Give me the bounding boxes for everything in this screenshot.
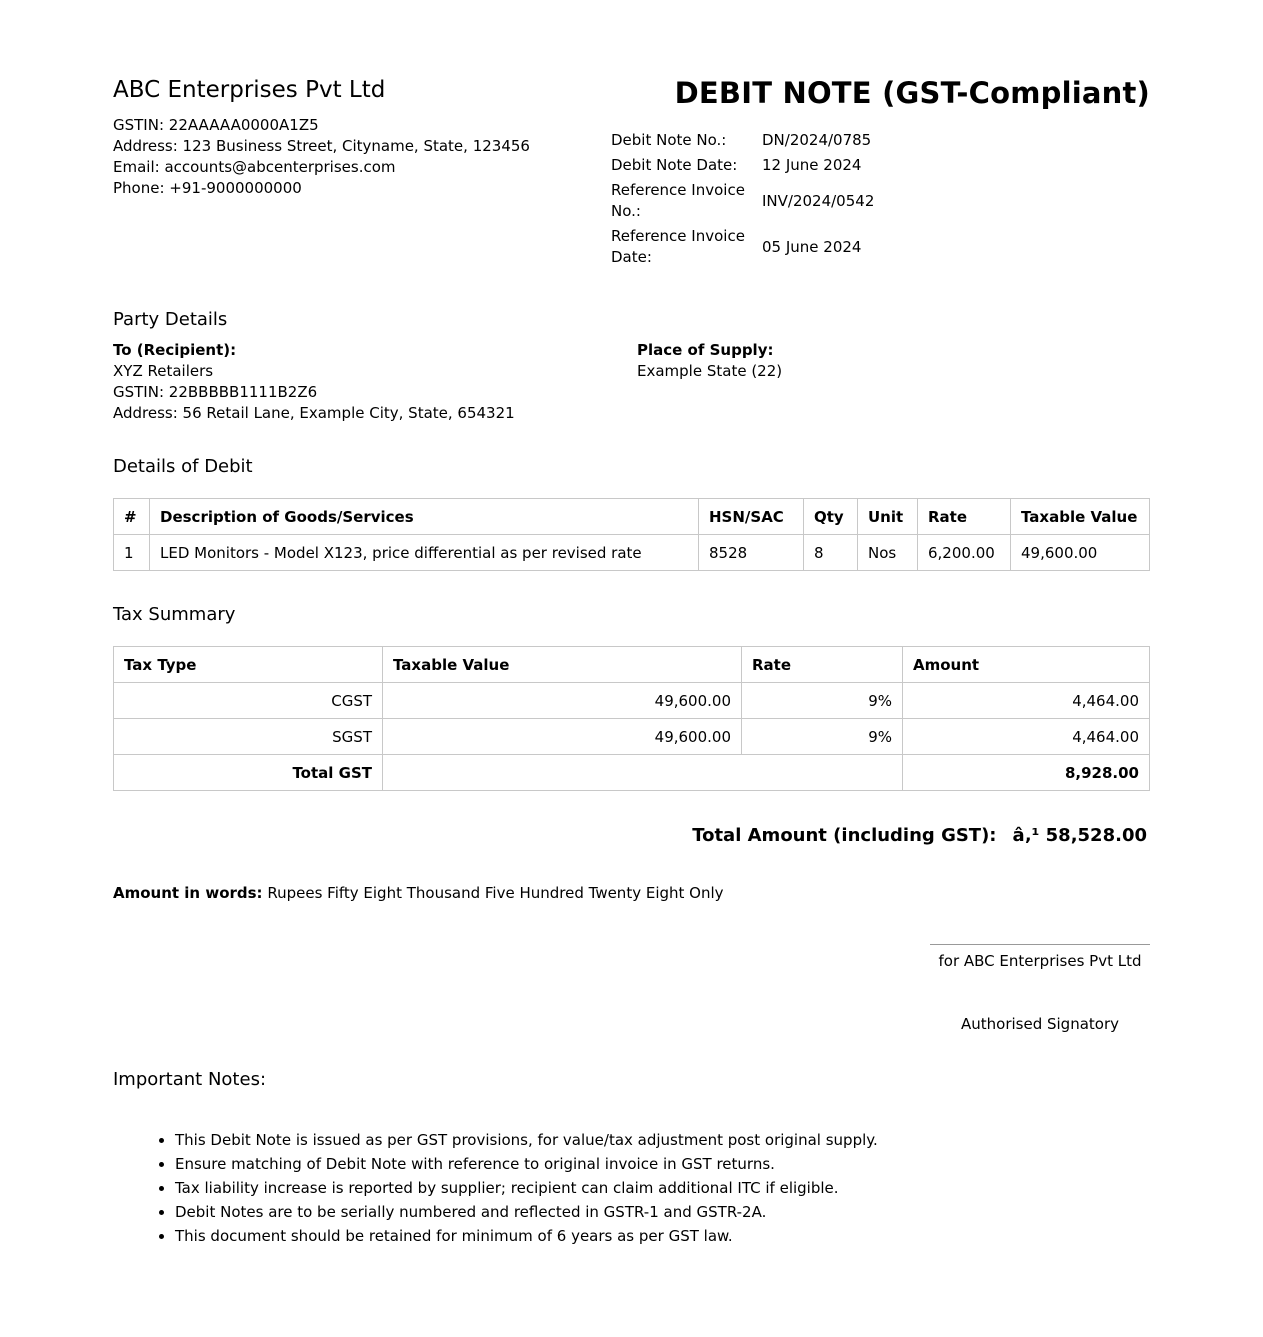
tax-taxable-value: 49,600.00	[383, 683, 742, 719]
tax-amount: 4,464.00	[903, 719, 1150, 755]
place-of-supply-label: Place of Supply:	[637, 341, 774, 359]
list-item: • This document should be retained for minimum of 6 years as per GST law.	[175, 1224, 878, 1248]
column-header-rate: Rate	[918, 499, 1011, 535]
item-number: 1	[114, 535, 150, 571]
recipient-gstin: GSTIN: 22BBBBB1111B2Z6	[113, 383, 318, 401]
tax-summary-heading: Tax Summary	[113, 604, 236, 625]
item-rate: 6,200.00	[918, 535, 1011, 571]
party-details-heading: Party Details	[113, 309, 228, 330]
company-name: ABC Enterprises Pvt Ltd	[113, 77, 386, 103]
total-gst-row	[114, 755, 1150, 791]
column-header-amount: Amount	[903, 647, 1150, 683]
tax-rate: 9%	[742, 683, 903, 719]
table-header-row	[114, 499, 1150, 535]
total-gst-empty-cell	[383, 755, 903, 791]
item-qty: 8	[804, 535, 858, 571]
important-notes-list	[135, 1128, 878, 1248]
signature-line	[930, 944, 1150, 945]
meta-value: DN/2024/0785	[762, 131, 872, 149]
company-address: Address: 123 Business Street, Cityname, State, 123456	[113, 137, 530, 155]
column-header-hsn: HSN/SAC	[699, 499, 804, 535]
meta-value: 05 June 2024	[762, 237, 862, 256]
authorised-signatory: Authorised Signatory	[960, 1015, 1119, 1033]
important-notes-heading: Important Notes:	[113, 1069, 267, 1090]
document-title: DEBIT NOTE (GST-Compliant)	[674, 76, 1150, 110]
table-row	[114, 683, 1150, 719]
table-row	[114, 535, 1150, 571]
tax-type: SGST	[114, 719, 383, 755]
meta-row	[611, 128, 911, 153]
list-item: • Ensure matching of Debit Note with reference to original invoice in GST returns.	[175, 1152, 878, 1176]
column-header-qty: Qty	[804, 499, 858, 535]
total-gst-amount: 8,928.00	[903, 755, 1150, 791]
tax-summary-table	[113, 646, 1150, 791]
meta-label: Debit Note Date:	[611, 156, 738, 174]
meta-label: Debit Note No.:	[611, 131, 727, 149]
meta-row	[611, 178, 911, 224]
meta-row	[611, 224, 911, 270]
table-header-row	[114, 647, 1150, 683]
debit-details-heading: Details of Debit	[113, 456, 253, 477]
meta-value: INV/2024/0542	[762, 191, 875, 210]
company-details	[113, 115, 530, 199]
debit-note-meta-table	[611, 128, 911, 270]
amount-in-words	[113, 884, 724, 902]
meta-label: Reference Invoice Date:	[611, 227, 745, 266]
total-gst-label: Total GST	[114, 755, 383, 791]
tax-taxable-value: 49,600.00	[383, 719, 742, 755]
amount-in-words-value: Rupees Fifty Eight Thousand Five Hundred Twenty Eight Only	[267, 884, 724, 902]
meta-value: 12 June 2024	[762, 156, 862, 174]
recipient-label: To (Recipient):	[113, 341, 237, 359]
grand-total-amount: â‚¹ 58,528.00	[1012, 825, 1147, 846]
column-header-number: #	[114, 499, 150, 535]
column-header-description: Description of Goods/Services	[150, 499, 699, 535]
debit-items-table	[113, 498, 1150, 571]
company-email: Email: accounts@abcenterprises.com	[113, 158, 396, 176]
column-header-taxable-value: Taxable Value	[383, 647, 742, 683]
tax-rate: 9%	[742, 719, 903, 755]
column-header-taxable-value: Taxable Value	[1011, 499, 1150, 535]
tax-type: CGST	[114, 683, 383, 719]
grand-total	[692, 825, 1147, 846]
recipient-block	[113, 340, 515, 424]
item-unit: Nos	[858, 535, 918, 571]
column-header-tax-type: Tax Type	[114, 647, 383, 683]
place-of-supply-block	[637, 340, 782, 382]
meta-label: Reference Invoice No.:	[611, 181, 745, 220]
grand-total-label: Total Amount (including GST):	[692, 825, 997, 846]
list-item: • Tax liability increase is reported by supplier; recipient can claim additional ITC if eligible.	[175, 1176, 878, 1200]
column-header-unit: Unit	[858, 499, 918, 535]
amount-in-words-label: Amount in words:	[113, 884, 263, 902]
list-item: • Debit Notes are to be serially numbered and reflected in GSTR-1 and GSTR-2A.	[175, 1200, 878, 1224]
item-taxable-value: 49,600.00	[1011, 535, 1150, 571]
signature-for-company: for ABC Enterprises Pvt Ltd	[938, 952, 1142, 970]
recipient-address: Address: 56 Retail Lane, Example City, State, 654321	[113, 404, 515, 422]
recipient-name: XYZ Retailers	[113, 362, 214, 380]
column-header-rate: Rate	[742, 647, 903, 683]
company-gstin: GSTIN: 22AAAAA0000A1Z5	[113, 116, 319, 134]
table-row	[114, 719, 1150, 755]
item-description: LED Monitors - Model X123, price differential as per revised rate	[150, 535, 699, 571]
tax-amount: 4,464.00	[903, 683, 1150, 719]
list-item: • This Debit Note is issued as per GST provisions, for value/tax adjustment post original supply.	[175, 1128, 878, 1152]
company-phone: Phone: +91-9000000000	[113, 179, 302, 197]
meta-row	[611, 153, 911, 178]
place-of-supply-value: Example State (22)	[637, 362, 783, 380]
item-hsn: 8528	[699, 535, 804, 571]
